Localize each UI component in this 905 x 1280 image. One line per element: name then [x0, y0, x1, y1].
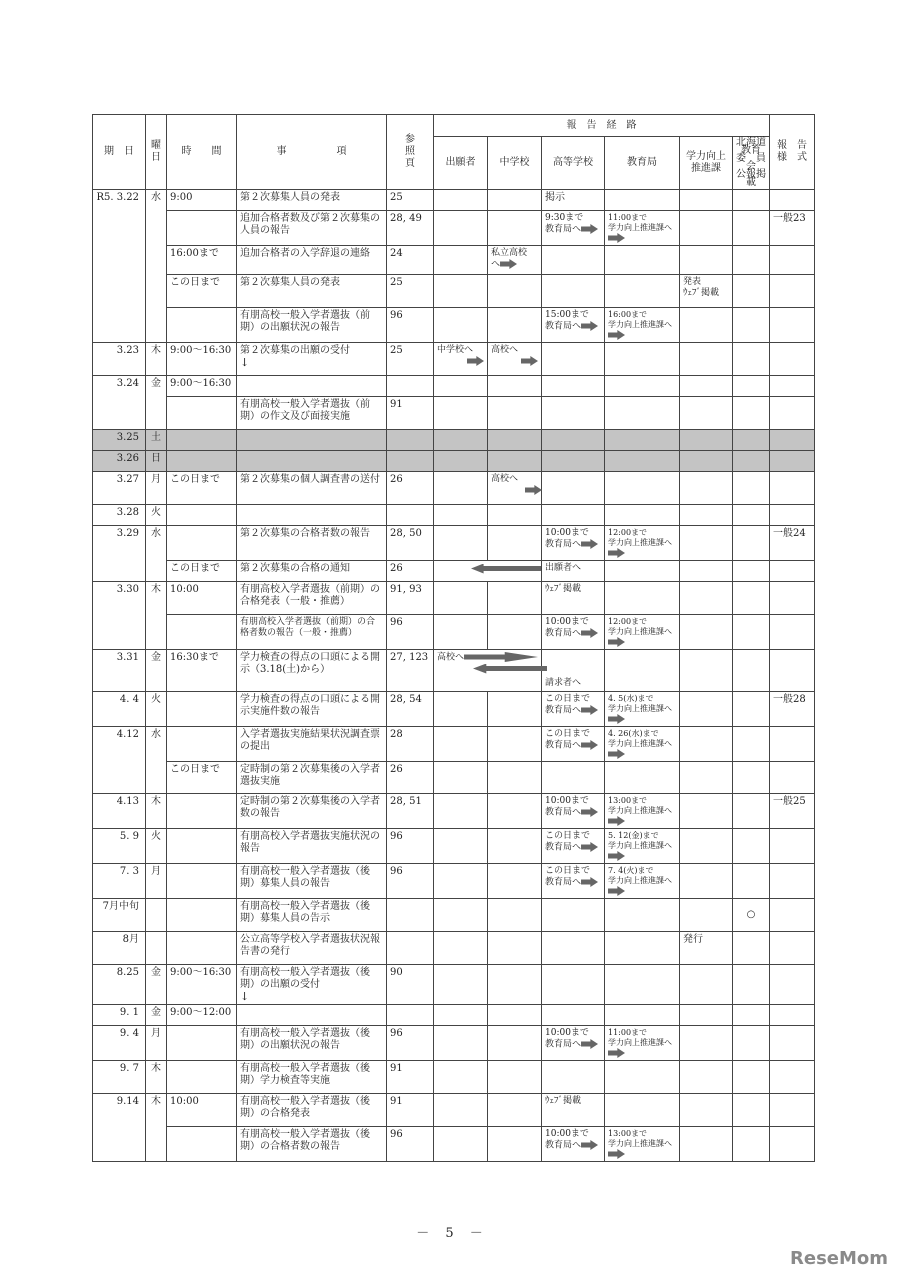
row-date: R5. 3.22	[93, 190, 146, 343]
row-dow: 木	[146, 794, 167, 829]
header-form: 報 告 様 式	[770, 115, 815, 190]
row-date: 7. 3	[93, 864, 146, 899]
row-ref: 91, 93	[387, 582, 434, 615]
row-hs: 出願者へ	[542, 561, 605, 582]
row-hs: 請求者へ	[542, 650, 605, 692]
table-row	[93, 397, 815, 430]
row-item: 第２次募集の合格者数の報告	[237, 526, 387, 561]
row-item: 学力検査の得点の口頭による開示実施件数の報告	[237, 692, 387, 727]
row-dow: 金	[146, 1005, 167, 1026]
row-hs: この日まで 教育局へ	[545, 694, 591, 716]
row-ref: 28	[387, 727, 434, 762]
table-row	[93, 526, 815, 561]
table-row	[93, 451, 815, 472]
row-promo: 発表 ｳｪﾌﾞ掲載	[680, 275, 733, 308]
header-route: 報 告 経 路	[434, 115, 770, 137]
arrow-right-icon	[608, 816, 625, 826]
arrow-right-icon	[581, 1140, 598, 1150]
row-hs: 10:00まで 教育局へ	[545, 1028, 589, 1050]
row-ref: 24	[387, 246, 434, 275]
table-row	[93, 932, 815, 965]
row-date: 3.28	[93, 505, 146, 526]
row-board: 4. 5(水)まで 学力向上推進課へ	[608, 694, 672, 713]
row-hs: この日まで 教育局へ	[545, 831, 591, 853]
table-row	[93, 899, 815, 932]
row-dow: 土	[146, 430, 167, 451]
row-hs: 10:00まで 教育局へ	[545, 1129, 589, 1151]
table-row	[93, 308, 815, 343]
row-item: 第２次募集人員の発表	[237, 190, 387, 211]
row-dow: 水	[146, 190, 167, 343]
row-time: この日まで	[167, 561, 237, 582]
row-date: 9. 7	[93, 1061, 146, 1094]
row-date: 3.27	[93, 472, 146, 505]
header-jhs: 中学校	[488, 137, 542, 190]
row-board: 12:00まで 学力向上推進課へ	[608, 528, 672, 547]
arrow-right-icon	[581, 321, 598, 331]
table-row	[93, 376, 815, 397]
row-item: 有朋高校一般入学者選抜（後期）学力検査等実施	[237, 1061, 387, 1094]
table-row	[93, 864, 815, 899]
table-row	[93, 762, 815, 794]
row-time: この日まで	[167, 275, 237, 308]
arrow-right-icon	[608, 330, 625, 340]
row-item: 定時制の第２次募集後の入学者選抜実施	[237, 762, 387, 794]
row-jhs: 高校へ	[491, 345, 519, 355]
row-item: 公立高等学校入学者選抜状況報告書の発行	[237, 932, 387, 965]
table-row	[93, 1026, 815, 1061]
row-date: 8月	[93, 932, 146, 965]
table-row	[93, 343, 815, 376]
header-committee: 北海道教育 委 員 会 公報掲載	[733, 137, 770, 190]
watermark-logo: ReseMom	[790, 1248, 889, 1269]
row-time: この日まで	[167, 762, 237, 794]
table-row	[93, 1094, 815, 1127]
arrow-right-icon	[608, 548, 625, 558]
row-dow: 日	[146, 451, 167, 472]
table-row	[93, 965, 815, 1005]
row-hs: ｳｪﾌﾞ掲載	[542, 582, 605, 615]
header-promo: 学力向上 推進課	[680, 137, 733, 190]
row-applicant: 高校へ	[437, 652, 465, 663]
row-date: 7月中旬	[93, 899, 146, 932]
table-row	[93, 692, 815, 727]
row-hs: 10:00まで 教育局へ	[545, 796, 589, 818]
row-ref: 96	[387, 1026, 434, 1061]
row-form: 一般25	[770, 794, 815, 829]
arrow-right-icon	[581, 877, 598, 887]
down-arrow-icon: ↓	[240, 356, 250, 369]
table-row	[93, 615, 815, 650]
row-item: 有朋高校一般入学者選抜（前期）の出願状況の報告	[237, 308, 387, 343]
row-dow: 金	[146, 376, 167, 430]
row-hs: この日まで 教育局へ	[545, 729, 591, 751]
row-ref: 26	[387, 472, 434, 505]
row-form: 一般24	[770, 526, 815, 561]
row-item: 第２次募集の合格の通知	[237, 561, 387, 582]
row-ref: 91	[387, 397, 434, 430]
row-date: 3.23	[93, 343, 146, 376]
table-row	[93, 1061, 815, 1094]
row-dow: 月	[146, 1026, 167, 1061]
row-item: 有朋高校入学者選抜（前期）の合格者数の報告（一般・推薦）	[237, 615, 387, 650]
row-ref: 28, 54	[387, 692, 434, 727]
row-time: この日まで	[167, 472, 237, 505]
arrow-right-icon	[608, 637, 625, 647]
arrow-right-icon	[608, 1048, 625, 1058]
row-date: 3.24	[93, 376, 146, 430]
row-ref: 26	[387, 762, 434, 794]
row-applicant: 中学校へ	[437, 345, 474, 355]
header-item: 事 項	[237, 115, 387, 190]
row-dow: 月	[146, 472, 167, 505]
arrow-right-icon	[521, 356, 538, 366]
arrow-right-icon	[608, 1149, 625, 1159]
page-number: － 5 －	[416, 1226, 489, 1241]
arrow-right-icon	[608, 233, 625, 243]
row-hs: 10:00まで 教育局へ	[545, 617, 589, 639]
row-hs: 10:00まで 教育局へ	[545, 528, 589, 550]
row-ref: 96	[387, 615, 434, 650]
arrow-right-icon	[581, 740, 598, 750]
arrow-right-icon	[581, 842, 598, 852]
row-item: 有朋高校一般入学者選抜（後期）の出願の受付	[240, 967, 370, 990]
row-board: 5. 12(金)まで 学力向上推進課へ	[608, 831, 672, 850]
row-item: 有朋高校一般入学者選抜（後期）の出願状況の報告	[237, 1026, 387, 1061]
header-applicant: 出願者	[434, 137, 488, 190]
arrow-right-icon	[608, 886, 625, 896]
row-dow: 火	[146, 505, 167, 526]
row-jhs: 私立高校 へ	[491, 248, 528, 270]
arrow-right-icon	[500, 259, 517, 269]
row-time: 9:00～16:30	[167, 965, 237, 1005]
row-dow: 金	[146, 650, 167, 692]
row-ref: 96	[387, 864, 434, 899]
down-arrow-icon: ↓	[240, 990, 250, 1003]
row-dow: 木	[146, 1061, 167, 1094]
table-row	[93, 275, 815, 308]
row-board: 4. 26(水)まで 学力向上推進課へ	[608, 729, 672, 748]
row-item: 第２次募集の個人調査書の送付	[237, 472, 387, 505]
row-time: 10:00	[167, 1094, 237, 1127]
row-board: 11:00まで 学力向上推進課へ	[608, 213, 672, 232]
row-committee: ○	[733, 899, 770, 932]
arrow-right-icon	[581, 539, 598, 549]
row-date: 5. 9	[93, 829, 146, 864]
row-ref: 28, 49	[387, 211, 434, 246]
row-hs: 9:30まで 教育局へ	[545, 213, 584, 235]
row-item	[237, 1005, 387, 1026]
row-date: 4. 4	[93, 692, 146, 727]
row-promo: 発行	[680, 932, 733, 965]
row-item: 有朋高校一般入学者選抜（前期）の作文及び面接実施	[237, 397, 387, 430]
row-item: 第２次募集人員の発表	[237, 275, 387, 308]
row-dow: 木	[146, 582, 167, 650]
row-ref: 25	[387, 190, 434, 211]
table-row	[93, 582, 815, 615]
row-form: 一般23	[770, 211, 815, 246]
header-hs: 高等学校	[542, 137, 605, 190]
header-dow: 曜 日	[146, 115, 167, 190]
row-item: 有朋高校一般入学者選抜（後期）の合格者数の報告	[237, 1127, 387, 1162]
row-ref: 25	[387, 275, 434, 308]
arrow-right-icon	[608, 749, 625, 759]
row-hs: 掲示	[542, 190, 605, 211]
table-row	[93, 1127, 815, 1162]
row-item: 追加合格者数及び第２次募集の人員の報告	[237, 211, 387, 246]
table-row	[93, 430, 815, 451]
row-dow: 金	[146, 965, 167, 1005]
row-time: 9:00～16:30	[167, 343, 237, 376]
table-row	[93, 561, 815, 582]
header-ref: 参 照 頁	[387, 115, 434, 190]
row-ref: 91	[387, 1094, 434, 1127]
row-date: 9.14	[93, 1094, 146, 1162]
table-row	[93, 1005, 815, 1026]
row-time: 9:00～12:00	[167, 1005, 237, 1026]
row-time: 9:00	[167, 190, 237, 211]
row-item: 有朋高校一般入学者選抜（後期）の合格発表	[237, 1094, 387, 1127]
row-date: 3.29	[93, 526, 146, 582]
row-date: 3.26	[93, 451, 146, 472]
row-ref: 25	[387, 343, 434, 376]
arrow-left-icon	[471, 564, 541, 574]
arrow-right-icon	[581, 807, 598, 817]
row-item	[237, 376, 387, 397]
arrow-right-icon	[581, 224, 598, 234]
row-dow: 火	[146, 692, 167, 727]
row-dow: 水	[146, 526, 167, 582]
table-row	[93, 505, 815, 526]
arrow-right-icon	[464, 652, 538, 662]
row-ref: 28, 50	[387, 526, 434, 561]
row-hs: ｳｪﾌﾞ掲載	[542, 1094, 605, 1127]
row-ref: 91	[387, 1061, 434, 1094]
header-board: 教育局	[605, 137, 680, 190]
row-date: 4.12	[93, 727, 146, 794]
row-item: 有朋高校一般入学者選抜（後期）募集人員の報告	[237, 864, 387, 899]
row-hs: 15:00まで 教育局へ	[545, 310, 589, 332]
row-time: 16:30まで	[167, 650, 237, 692]
row-item: 定時制の第２次募集後の入学者数の報告	[237, 794, 387, 829]
row-board: 13:00まで 学力向上推進課へ	[608, 1129, 672, 1148]
row-ref: 96	[387, 308, 434, 343]
row-ref: 28, 51	[387, 794, 434, 829]
row-ref: 96	[387, 829, 434, 864]
arrow-right-icon	[525, 485, 542, 495]
row-date: 4.13	[93, 794, 146, 829]
row-item: 学力検査の得点の口頭による開示（3.18(土)から）	[237, 650, 387, 692]
row-board: 16:00まで 学力向上推進課へ	[608, 310, 672, 329]
table-row	[93, 211, 815, 246]
header-time: 時 間	[167, 115, 237, 190]
row-form: 一般28	[770, 692, 815, 727]
table-row	[93, 472, 815, 505]
row-item: 追加合格者の入学辞退の連絡	[237, 246, 387, 275]
row-dow: 木	[146, 1094, 167, 1162]
arrow-right-icon	[581, 1039, 598, 1049]
row-dow: 火	[146, 829, 167, 864]
row-jhs: 高校へ	[491, 474, 519, 484]
table-row	[93, 794, 815, 829]
arrow-right-icon	[608, 714, 625, 724]
row-dow: 月	[146, 864, 167, 899]
row-item: 有朋高校入学者選抜実施状況の報告	[237, 829, 387, 864]
row-ref: 27, 123	[387, 650, 434, 692]
row-date: 3.31	[93, 650, 146, 692]
arrow-right-icon	[581, 628, 598, 638]
row-item: 第２次募集の出願の受付	[240, 345, 350, 356]
schedule-table	[92, 114, 815, 1162]
row-item: 入学者選抜実施結果状況調査票の提出	[237, 727, 387, 762]
table-row	[93, 190, 815, 211]
row-ref: 96	[387, 1127, 434, 1162]
row-ref: 26	[387, 561, 434, 582]
row-board: 7. 4(火)まで 学力向上推進課へ	[608, 866, 672, 885]
row-board: 13:00まで 学力向上推進課へ	[608, 796, 672, 815]
arrow-right-icon	[467, 356, 484, 366]
row-time: 9:00～16:30	[167, 376, 237, 397]
row-item: 有朋高校一般入学者選抜（後期）募集人員の告示	[237, 899, 387, 932]
arrow-right-icon	[581, 705, 598, 715]
row-date: 9. 4	[93, 1026, 146, 1061]
row-board: 11:00まで 学力向上推進課へ	[608, 1028, 672, 1047]
row-hs: この日まで 教育局へ	[545, 866, 591, 888]
row-date: 3.30	[93, 582, 146, 650]
table-row	[93, 246, 815, 275]
table-row	[93, 650, 815, 692]
arrow-right-icon	[608, 851, 625, 861]
row-date: 9. 1	[93, 1005, 146, 1026]
row-date: 8.25	[93, 965, 146, 1005]
table-row	[93, 829, 815, 864]
row-date: 3.25	[93, 430, 146, 451]
row-item: 有朋高校入学者選抜（前期）の合格発表（一般・推薦）	[237, 582, 387, 615]
row-board: 12:00まで 学力向上推進課へ	[608, 617, 672, 636]
arrow-left-icon	[473, 664, 547, 674]
header-date: 期 日	[93, 115, 146, 190]
row-dow: 木	[146, 343, 167, 376]
row-dow: 水	[146, 727, 167, 794]
table-row	[93, 727, 815, 762]
row-time: 10:00	[167, 582, 237, 615]
row-ref: 90	[387, 965, 434, 1005]
row-time: 16:00まで	[167, 246, 237, 275]
